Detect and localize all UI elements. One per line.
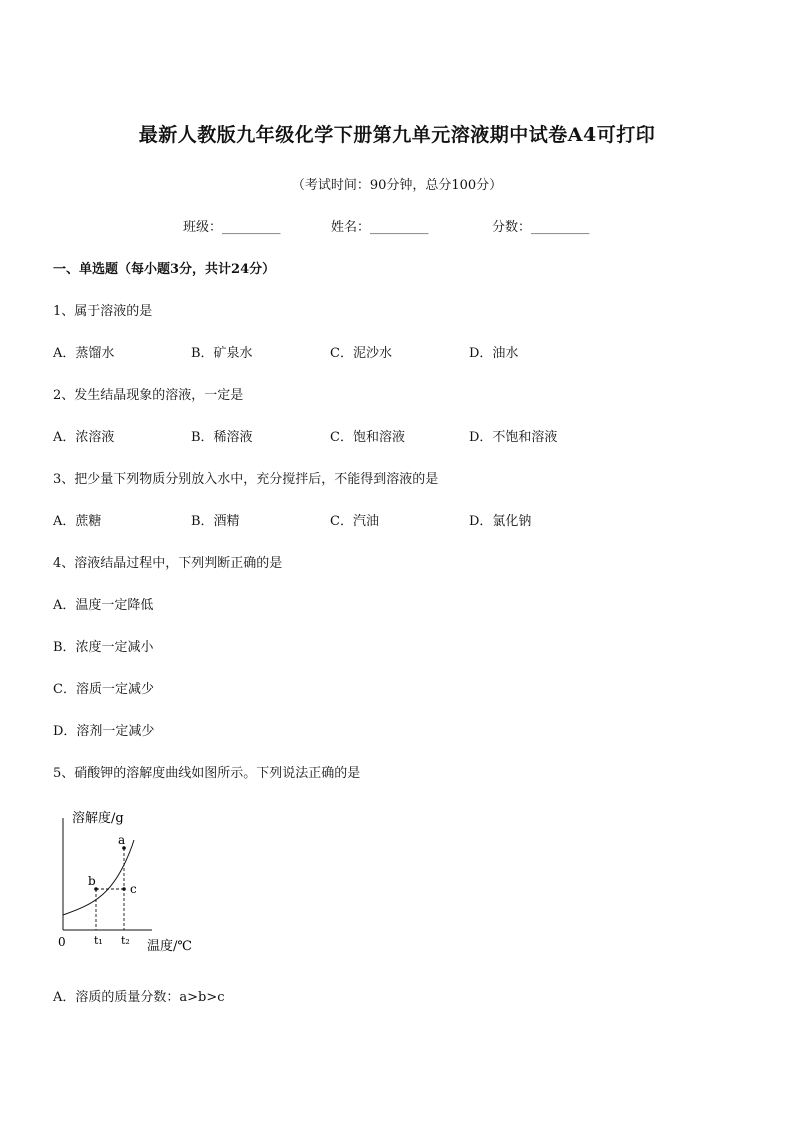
question-1-option-b: B．矿泉水 [191, 346, 253, 361]
question-4-stem: 4、溶液结晶过程中，下列判断正确的是 [53, 556, 283, 571]
question-3-option-a: A．蔗糖 [53, 514, 102, 529]
question-2-option-a: A．浓溶液 [53, 430, 115, 445]
t1-label: t₁ [94, 934, 103, 947]
question-5-option-a: A．溶质的质量分数：a>b>c [53, 990, 225, 1005]
question-3-option-b: B．酒精 [191, 514, 240, 529]
question-4-option-c: C．溶质一定减少 [53, 682, 154, 697]
point-c-marker [122, 887, 126, 891]
question-2-option-b: B．稀溶液 [191, 430, 253, 445]
question-3-option-d: D．氯化钠 [469, 514, 532, 529]
origin-label: 0 [58, 935, 66, 949]
page-title: 最新人教版九年级化学下册第九单元溶液期中试卷A4可打印 [138, 124, 656, 146]
point-c-label: c [130, 882, 137, 896]
question-3-option-c: C．汽油 [330, 514, 379, 529]
question-4-option-a: A．温度一定降低 [53, 598, 154, 613]
solubility-curve [63, 840, 134, 915]
point-b-label: b [88, 874, 96, 888]
question-1-option-c: C．泥沙水 [330, 346, 392, 361]
question-2-option-c: C．饱和溶液 [330, 430, 405, 445]
point-a-label: a [118, 833, 126, 847]
question-5-stem: 5、硝酸钾的溶解度曲线如图所示。下列说法正确的是 [53, 766, 361, 781]
t2-label: t₂ [121, 934, 130, 947]
solubility-curve-figure [52, 802, 212, 958]
question-2-option-d: D．不饱和溶液 [469, 430, 558, 445]
question-2-stem: 2、发生结晶现象的溶液，一定是 [53, 388, 244, 403]
question-1-option-a: A．蒸馏水 [53, 346, 115, 361]
exam-info: （考试时间：90分钟，总分100分） [291, 178, 503, 193]
class-field: 班级：_________ [183, 220, 281, 235]
question-3-stem: 3、把少量下列物质分别放入水中，充分搅拌后，不能得到溶液的是 [53, 472, 439, 487]
section-heading: 一、单选题（每小题3分，共计24分） [53, 262, 276, 277]
x-axis-label: 温度/℃ [147, 939, 192, 954]
question-4-option-d: D．溶剂一定减少 [53, 724, 155, 739]
question-1-option-d: D．油水 [469, 346, 519, 361]
score-field: 分数：_________ [492, 220, 590, 235]
y-axis-label: 溶解度/g [72, 811, 124, 826]
question-1-stem: 1、属于溶液的是 [53, 304, 153, 319]
question-4-option-b: B．浓度一定减小 [53, 640, 154, 655]
name-field: 姓名：_________ [331, 220, 429, 235]
